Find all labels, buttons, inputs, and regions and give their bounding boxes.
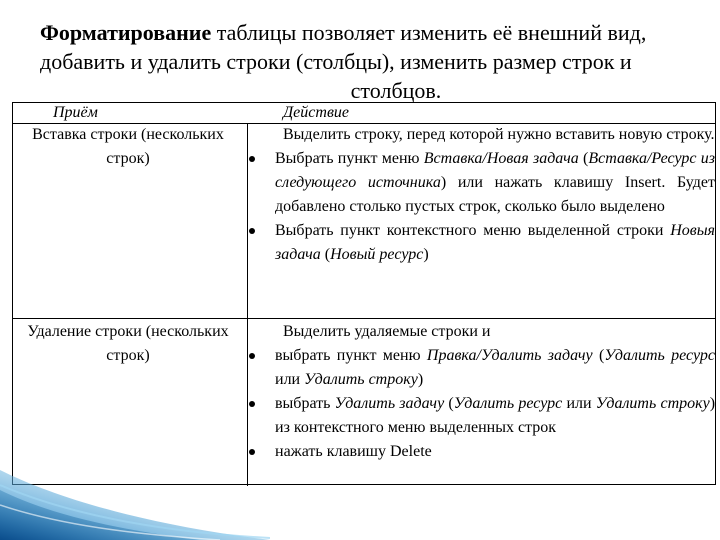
row1-bullet2: Выбрать пункт контекстного меню выделенной строки Новыя задача (Новый ресурс) [249,219,715,267]
bullet-icon [249,401,255,407]
title-bold: Форматирование [40,20,212,45]
row2-intro: Выделить удаляемые строки и [283,323,491,340]
title-line3: столбцов. [350,78,442,103]
formatting-table [12,102,716,485]
header-action: Действие [283,104,349,121]
corner-decoration [0,430,270,540]
title-line2: добавить и удалить строки (столбцы), изменить размер строк и [40,49,632,74]
row2-bullet1: выбрать пункт меню Правка/Удалить задачу (Удалить ресурс или Удалить строку) [249,344,715,392]
row2-action [249,320,715,464]
title-line1: таблицы позволяет изменить её внешний вид, [211,20,647,45]
bullet-icon [249,228,255,234]
row1-intro: Выделить строку, перед которой нужно вставить новую строку. [283,126,715,143]
row1-action [249,123,715,267]
header-method: Приём [53,104,98,121]
row-divider [13,318,715,319]
row1-bullet1: Выбрать пункт меню Вставка/Новая задача (Вставка/Ресурс из следующего источника) или нажать клавишу Insert. Будет добавлено столько пустых строк, сколько было выделено [249,147,715,219]
slide-title [14,18,708,105]
row2-method: Удаление строки (нескольких строк) [27,323,229,364]
bullet-icon [249,156,255,162]
row1-method: Вставка строки (нескольких строк) [32,126,224,167]
row2-bullet3: нажать клавишу Delete [249,440,715,464]
row2-bullet2: выбрать Удалить задачу (Удалить ресурс или Удалить строку) из контекстного меню выделенных строк [249,392,715,440]
bullet-icon [249,353,255,359]
